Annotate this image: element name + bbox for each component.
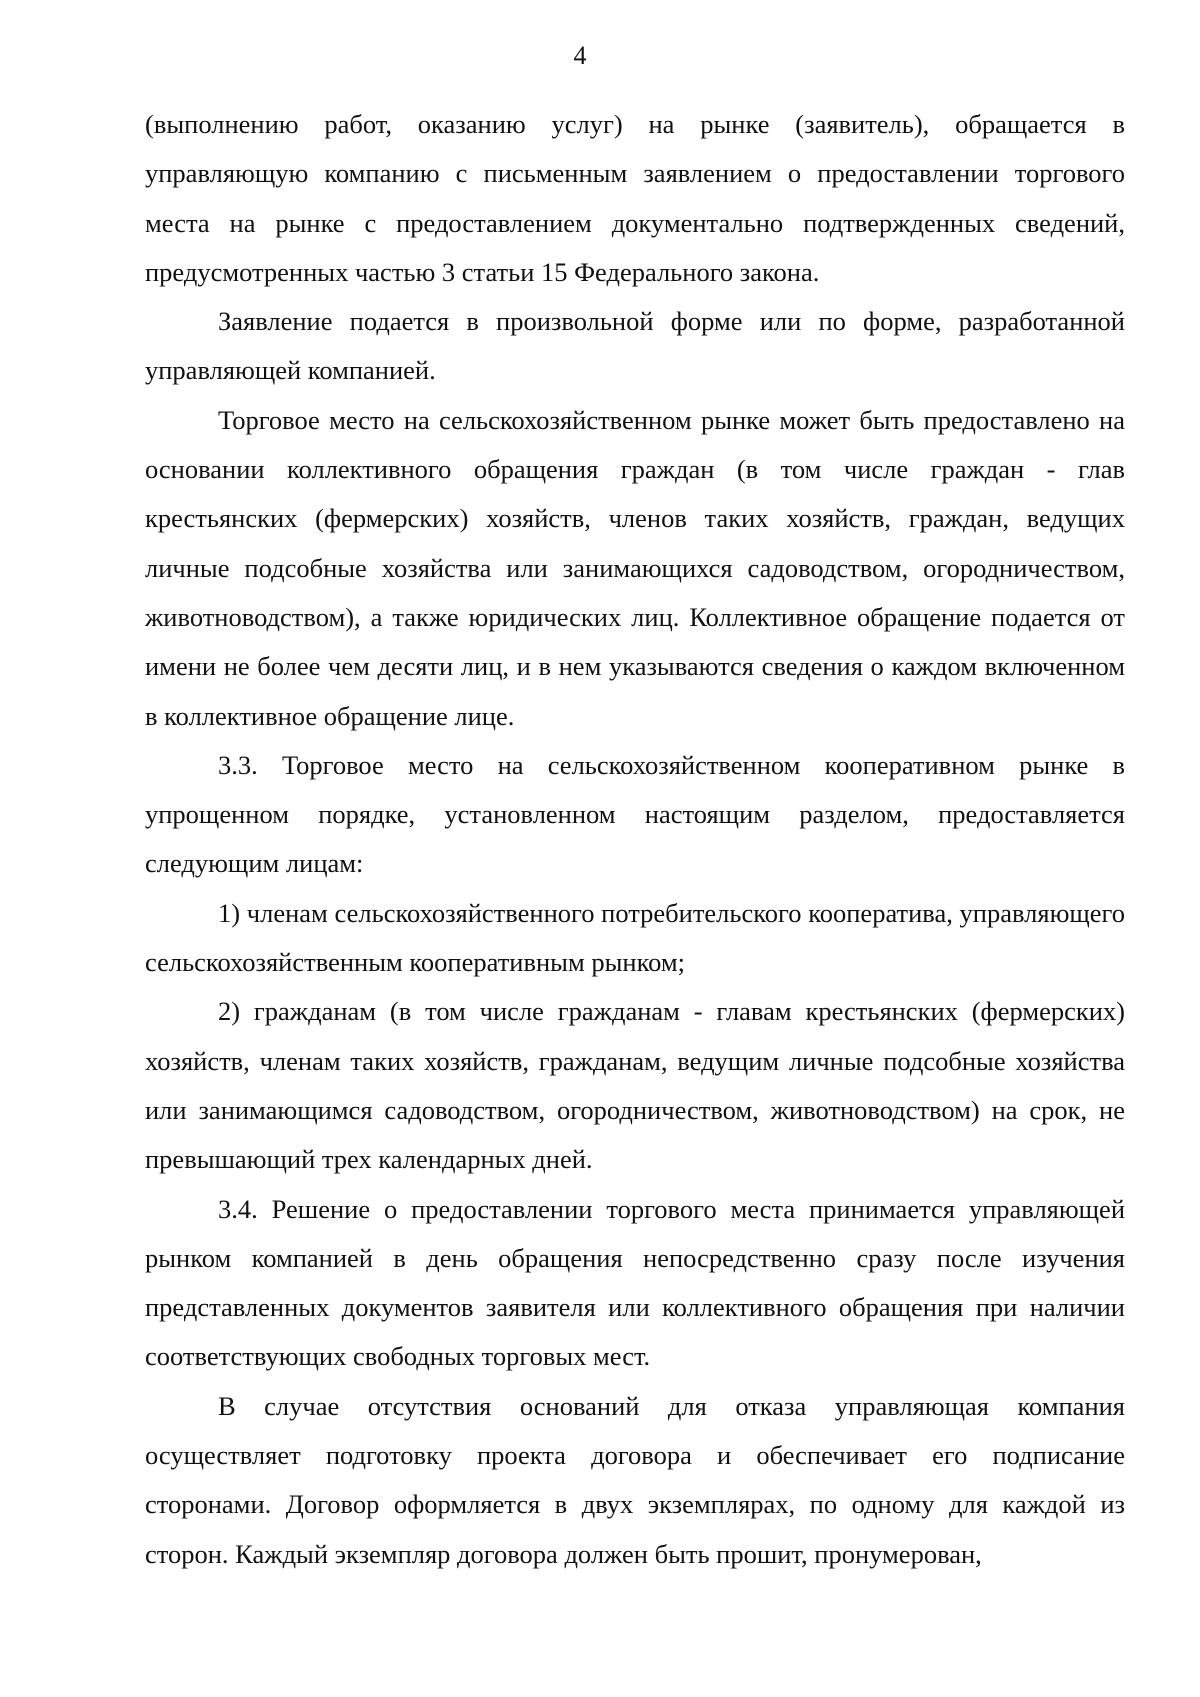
list-item-2: 2) гражданам (в том числе гражданам - главам крестьянских (фермерских) хозяйств, членам таких хозяйств, гражданам, ведущим личные подсобные хозяйства или занимающимся садоводством, огородничеством, животноводством) на срок, не превышающий трех календарных дней. <box>145 996 1125 1175</box>
paragraph-collective-appeal: Торговое место на сельскохозяйственном рынке может быть предоставлено на основании коллективного обращения граждан (в том числе граждан - глав крестьянских (фермерских) хозяйств, членов таких хозяйств, граждан, ведущих личные подсобные хозяйства или занимающихся садоводством, огородничеством, животноводством), а также юридических лиц. Коллективное обращение подается от имени не более чем десяти лиц, и в нем указываются сведения о каждом включенном в коллективное обращение лице. <box>145 404 1125 731</box>
page-number: 4 <box>573 41 587 70</box>
paragraph-contract: В случае отсутствия оснований для отказа управляющая компания осуществляет подготовку проекта договора и обеспечивает его подписание сторонами. Договор оформляется в двух экземплярах, по одному для каждой из сторон. Каждый экземпляр договора должен быть прошит, пронумерован, <box>145 1390 1125 1569</box>
list-item-1: 1) членам сельскохозяйственного потребительского кооператива, управляющего сельскохозяйственным кооперативным рынком; <box>145 897 1125 978</box>
paragraph-section-3-3: 3.3. Торговое место на сельскохозяйственном кооперативном рынке в упрощенном порядке, установленном настоящим разделом, предоставляется следующим лицам: <box>145 749 1125 879</box>
paragraph-continuation: (выполнению работ, оказанию услуг) на рынке (заявитель), обращается в управляющую компанию с письменным заявлением о предоставлении торгового места на рынке с предоставлением документально подтвержденных сведений, предусмотренных частью 3 статьи 15 Федерального закона. <box>145 109 1125 287</box>
document-body <box>145 100 1125 1579</box>
paragraph-application-form: Заявление подается в произвольной форме или по форме, разработанной управляющей компанией. <box>145 306 1125 386</box>
paragraph-section-3-4: 3.4. Решение о предоставлении торгового места принимается управляющей рынком компанией в день обращения непосредственно сразу после изучения представленных документов заявителя или коллективного обращения при наличии соответствующих свободных торговых мест. <box>145 1193 1125 1372</box>
